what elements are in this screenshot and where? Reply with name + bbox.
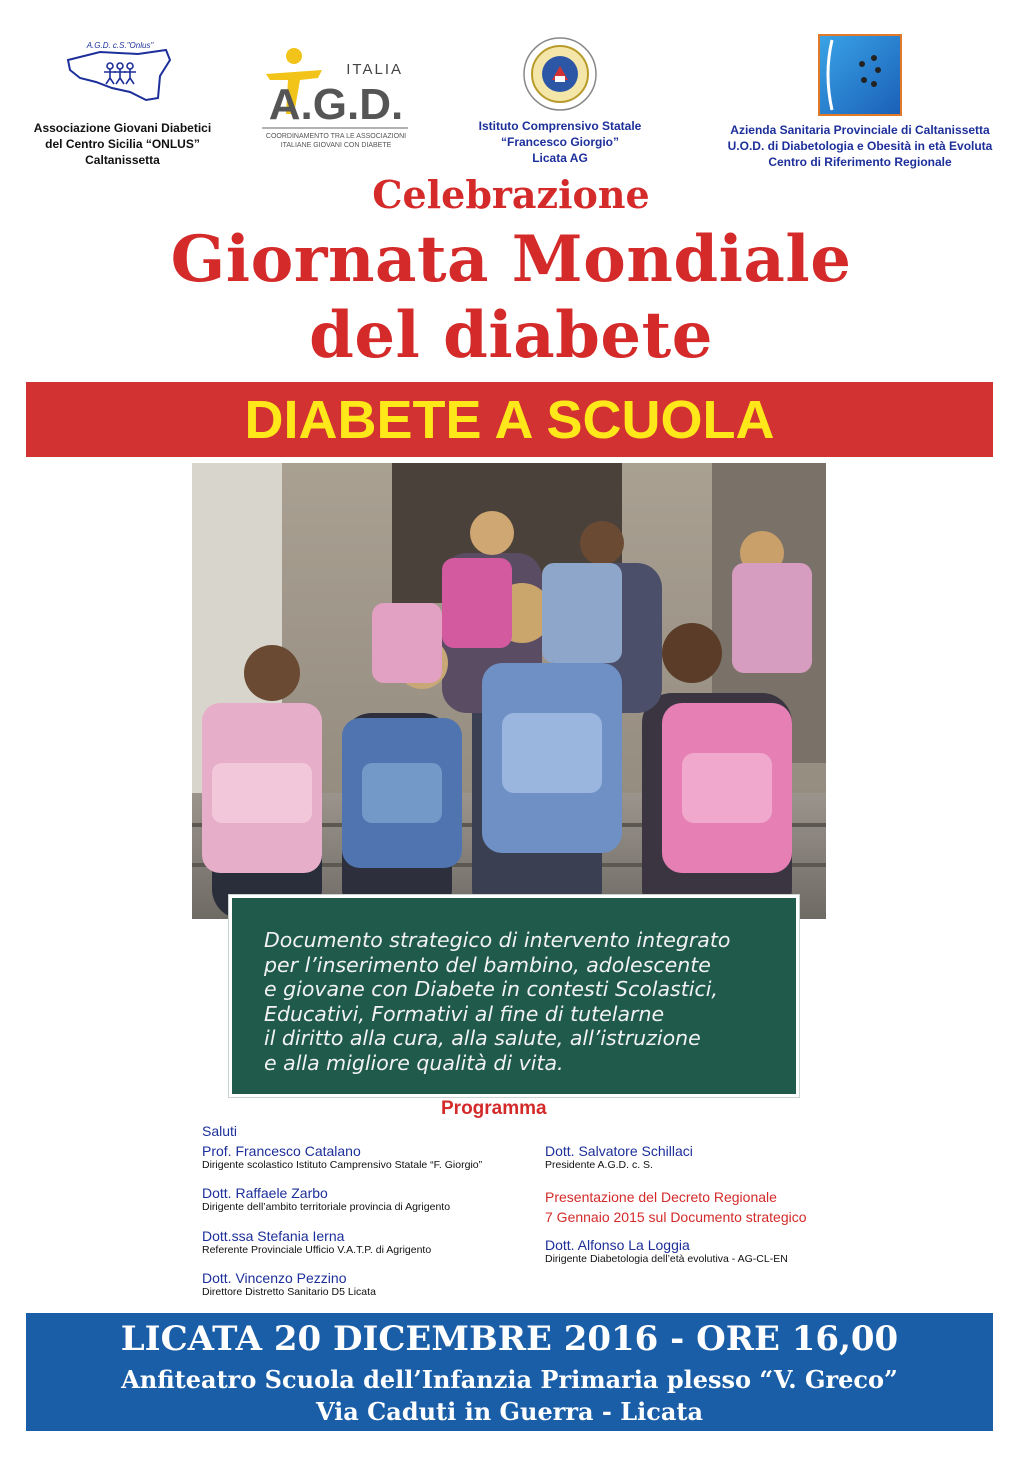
istituto-caption-2: “Francesco Giorgio”	[500, 135, 620, 149]
document-line-6: e alla migliore qualità di vita.	[264, 1050, 564, 1075]
speaker-name: Dott. Vincenzo Pezzino	[202, 1270, 347, 1286]
asp-caption-1: Azienda Sanitaria Provinciale di Caltanissetta	[730, 123, 990, 137]
asp-emblem-icon	[818, 34, 902, 116]
agd-cs-caption-1: Associazione Giovani Diabetici	[33, 121, 212, 135]
children-backpacks-photo	[192, 463, 826, 919]
speaker-name: Dott. Salvatore Schillaci	[545, 1143, 693, 1159]
document-line-3: e giovane con Diabete in contesti Scolastici,	[264, 977, 718, 1001]
document-strategy-box	[229, 895, 799, 1097]
document-line-5: il diritto alla cura, alla salute, all’istruzione	[264, 1026, 701, 1050]
svg-text:ITALIANE GIOVANI CON DIABETE: ITALIANE GIOVANI CON DIABETE	[280, 142, 392, 149]
event-date-time: LICATA 20 DICEMBRE 2016 - ORE 16,00	[120, 1319, 899, 1359]
speaker-name: Prof. Francesco Catalano	[202, 1143, 361, 1159]
document-line-1: Documento strategico di intervento integrato	[264, 928, 731, 952]
speaker-zarbo	[202, 1185, 450, 1213]
presentazione-line-2: 7 Gennaio 2015 sul Documento strategico	[545, 1209, 807, 1225]
saluti-label: Saluti	[202, 1123, 238, 1139]
svg-text:A.G.D. c.S."Onlus": A.G.D. c.S."Onlus"	[86, 41, 154, 50]
istituto-logo	[455, 36, 665, 166]
asp-caption-2: U.O.D. di Diabetologia e Obesità in età Evoluta	[727, 139, 993, 153]
speaker-catalano	[202, 1143, 482, 1171]
main-title-line-2: del diabete	[309, 298, 713, 373]
diabete-a-scuola-band	[26, 382, 993, 457]
presentazione-line-1: Presentazione del Decreto Regionale	[545, 1189, 777, 1205]
agd-figure-icon	[258, 44, 413, 154]
speaker-name: Dott. Alfonso La Loggia	[545, 1237, 690, 1253]
speaker-role: Dirigente scolastico Istituto Camprensivo Statale “F. Giorgio”	[202, 1159, 483, 1171]
asp-logo	[710, 34, 1010, 170]
programma-title: Programma	[441, 1098, 547, 1119]
event-details-band	[26, 1313, 993, 1431]
event-address: Via Caduti in Guerra - Licata	[315, 1397, 704, 1426]
agd-cs-caption-2: del Centro Sicilia “ONLUS”	[45, 137, 200, 151]
speaker-name: Dott. Raffaele Zarbo	[202, 1185, 328, 1201]
svg-text:A.G.D.: A.G.D.	[268, 80, 404, 129]
speaker-name: Dott.ssa Stefania Ierna	[202, 1228, 345, 1244]
celebrazione-heading: Celebrazione	[372, 172, 650, 217]
document-line-2: per l’inserimento del bambino, adolescente	[264, 952, 711, 977]
istituto-caption-3: Licata AG	[532, 151, 588, 165]
speaker-role: Dirigente dell’ambito territoriale provincia di Agrigento	[202, 1201, 451, 1213]
presentazione-decreto	[545, 1187, 807, 1227]
speaker-schillaci	[545, 1143, 693, 1171]
speaker-ierna	[202, 1228, 431, 1256]
asp-caption-3: Centro di Riferimento Regionale	[768, 155, 952, 169]
speaker-pezzino	[202, 1270, 376, 1298]
speaker-role: Referente Provinciale Ufficio V.A.T.P. di Agrigento	[202, 1244, 432, 1256]
document-line-4: Educativi, Formativi al fine di tutelarne	[264, 1001, 665, 1026]
agd-cs-logo	[20, 38, 225, 168]
main-title-line-1: Giornata Mondiale	[170, 222, 852, 297]
speaker-la-loggia	[545, 1237, 788, 1265]
svg-text:ITALIA: ITALIA	[346, 61, 403, 78]
istituto-caption-1: Istituto Comprensivo Statale	[478, 119, 642, 133]
diabete-a-scuola-text: DIABETE A SCUOLA	[244, 389, 775, 450]
speaker-role: Presidente A.G.D. c. S.	[545, 1159, 653, 1171]
event-venue: Anfiteatro Scuola dell’Infanzia Primaria plesso “V. Greco”	[121, 1365, 898, 1394]
svg-text:COORDINAMENTO TRA LE ASSOCIAZI: COORDINAMENTO TRA LE ASSOCIAZIONI	[265, 133, 407, 140]
sicily-map-icon	[60, 38, 180, 110]
agd-cs-caption-3: Caltanissetta	[85, 153, 160, 167]
speaker-role: Dirigente Diabetologia dell’età evolutiva - AG-CL-EN	[545, 1253, 788, 1265]
speaker-role: Direttore Distretto Sanitario D5 Licata	[202, 1286, 376, 1298]
school-seal-icon	[522, 36, 598, 112]
agd-italia-logo	[258, 44, 413, 154]
